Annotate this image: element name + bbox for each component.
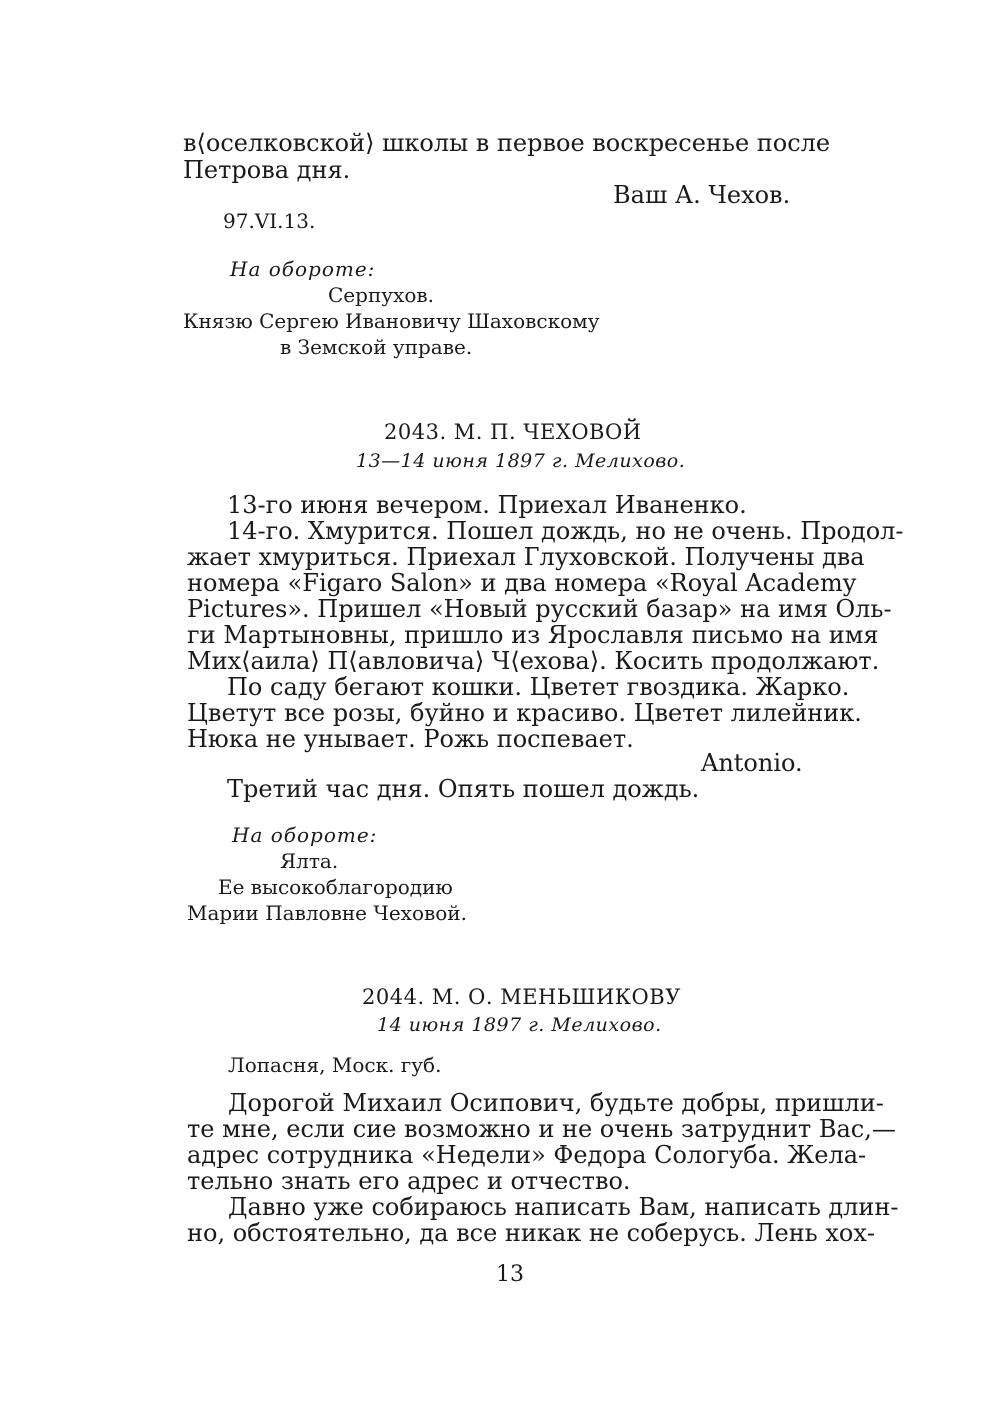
place-line: Лопасня, Моск. губ. <box>228 1053 442 1077</box>
text-line: Петрова дня. <box>183 156 351 184</box>
reverse-label: На обороте: <box>230 257 376 281</box>
letter-subtitle: 14 июня 1897 г. Мелихово. <box>377 1014 662 1036</box>
address-line: Ялта. <box>280 849 339 873</box>
address-line: Ее высокоблагородию <box>218 875 453 899</box>
signature: Ваш А. Чехов. <box>613 181 791 209</box>
text-line: Нюка не унывает. Рожь поспевает. <box>187 725 634 753</box>
address-line: Марии Павловне Чеховой. <box>187 901 467 925</box>
letter-date: 97.VI.13. <box>223 209 316 233</box>
text-line: жает хмуриться. Приехал Глуховской. Получены два <box>187 543 865 571</box>
text-line: номера «Figaro Salon» и два номера «Royal Academy <box>187 569 857 597</box>
text-line: Pictures». Пришел «Новый русский базар» на имя Оль- <box>187 595 892 623</box>
address-line: Князю Сергею Ивановичу Шаховскому <box>183 309 600 333</box>
text-line: но, обстоятельно, да все никак не соберусь. Лень хох- <box>187 1219 876 1247</box>
text-line: ги Мартыновны, пришло из Ярославля письмо на имя <box>187 621 879 649</box>
text-line: тельно знать его адрес и отчество. <box>187 1167 631 1195</box>
address-line: в Земской управе. <box>280 335 473 359</box>
text-line: По саду бегают кошки. Цветет гвоздика. Жарко. <box>227 673 850 701</box>
text-line: те мне, если сие возможно и не очень затруднит Вас,— <box>187 1115 896 1143</box>
page-number: 13 <box>496 1262 524 1287</box>
text-line: 14-го. Хмурится. Пошел дождь, но не очень. Продол- <box>227 517 904 545</box>
letter-title: 2043. М. П. ЧЕХОВОЙ <box>384 420 642 444</box>
text-line: Цветут все розы, буйно и красиво. Цветет лилейник. <box>187 699 862 727</box>
text-line: Дорогой Михаил Осипович, будьте добры, пришли- <box>228 1089 884 1117</box>
text-line: Давно уже собираюсь написать Вам, написать длин- <box>228 1193 899 1221</box>
text-line: адрес сотрудника «Недели» Федора Сологуба. Жела- <box>187 1141 867 1169</box>
address-line: Серпухов. <box>328 283 434 307</box>
letter-title: 2044. М. О. МЕНЬШИКОВУ <box>362 985 681 1009</box>
text-line: 13-го июня вечером. Приехал Иваненко. <box>227 491 747 519</box>
text-line: Мих⟨аила⟩ П⟨авловича⟩ Ч⟨ехова⟩. Косить продолжают. <box>187 647 880 675</box>
text-line: в⟨оселковской⟩ школы в первое воскресенье после <box>183 129 831 157</box>
reverse-label: На обороте: <box>232 823 378 847</box>
postscript: Третий час дня. Опять пошел дождь. <box>227 775 700 803</box>
letter-subtitle: 13—14 июня 1897 г. Мелихово. <box>356 450 686 472</box>
signature: Antonio. <box>701 749 803 777</box>
